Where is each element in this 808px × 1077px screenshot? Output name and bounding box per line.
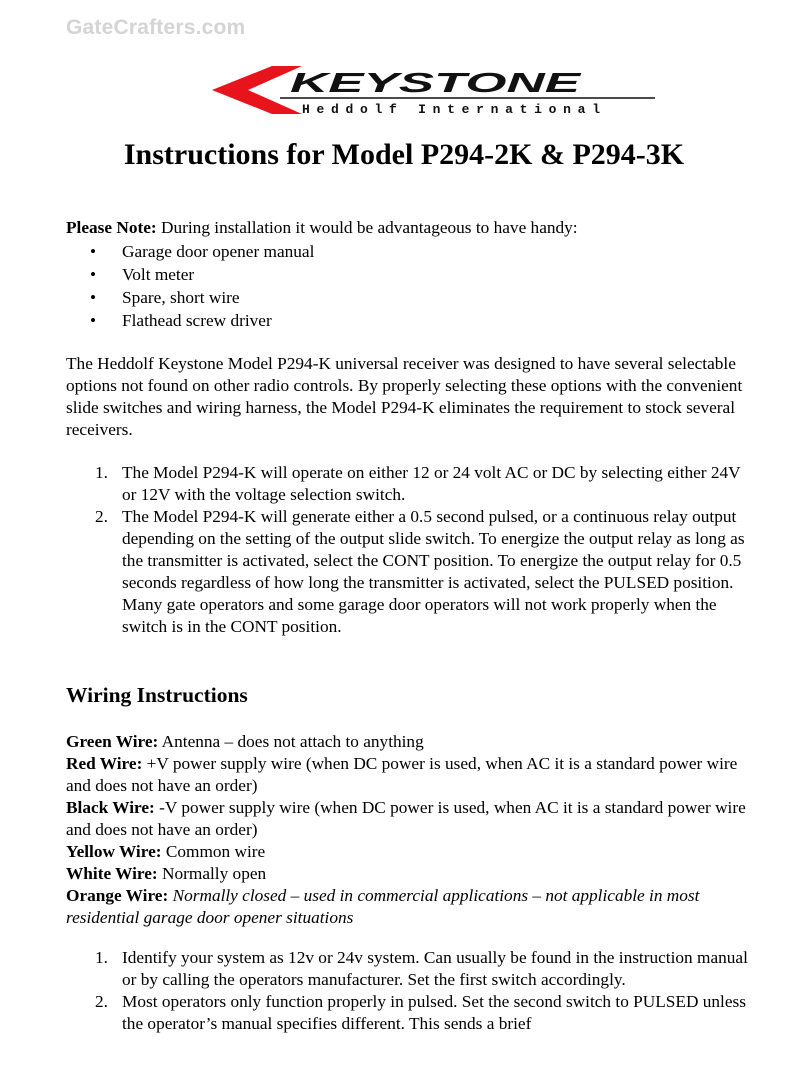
steps-list [66, 947, 756, 1035]
wire-label: Black Wire: [66, 798, 155, 817]
wire-item [66, 841, 756, 863]
options-section [66, 462, 756, 638]
list-text: Most operators only function properly in pulsed. Set the second switch to PULSED unless the operator’s manual specifies different. This sends a brief [122, 992, 746, 1033]
wire-label: Orange Wire: [66, 886, 169, 905]
wire-item [66, 885, 756, 929]
wire-text: Common wire [161, 842, 266, 861]
intro-text: The Heddolf Keystone Model P294-K universal receiver was designed to have several selectable options not found on other radio controls. By properly selecting these options with the convenient slide switches and wiring harness, the Model P294-K eliminates the requirement to stock several receivers. [66, 354, 743, 439]
note-text: During installation it would be advantageous to have handy: [156, 218, 578, 237]
wire-list [66, 731, 756, 929]
list-item [66, 991, 756, 1035]
logo-brand-text: KEYSTONE [290, 67, 583, 98]
wire-text: +V power supply wire (when DC power is used, when AC it is a standard power wire and does not have an order) [66, 754, 738, 795]
keystone-logo [210, 62, 660, 118]
wire-label: Red Wire: [66, 754, 143, 773]
list-text: Identify your system as 12v or 24v system. Can usually be found in the instruction manual or by calling the operators manufacturer. Set the first switch accordingly. [122, 948, 748, 989]
note-line [66, 217, 756, 239]
options-list [66, 462, 756, 638]
wire-label: Yellow Wire: [66, 842, 162, 861]
note-bullet-list [90, 240, 314, 332]
wire-item [66, 797, 756, 841]
list-number: 2. [95, 992, 108, 1011]
watermark-text: GateCrafters.com [66, 16, 246, 39]
list-number: 2. [95, 507, 108, 526]
note-label: Please Note: [66, 218, 157, 237]
list-item [66, 462, 756, 506]
page-title: Instructions for Model P294-2K & P294-3K [123, 138, 685, 171]
wire-text: -V power supply wire (when DC power is used, when AC it is a standard power wire and does not have an order) [66, 798, 746, 839]
steps-section [66, 947, 756, 1035]
list-item: • Garage door opener manual [90, 240, 314, 263]
list-text: The Model P294-K will generate either a 0.5 second pulsed, or a continuous relay output depending on the setting of the output slide switch. To energize the output relay as long as the transmitter is activated, select the CONT position. To energize the output relay for 0.5 seconds regardless of how long the transmitter is activated, select the PULSED position. Many gate operators and some garage door operators will not work properly when the switch is in the CONT position. [122, 507, 745, 636]
list-text: The Model P294-K will operate on either 12 or 24 volt AC or DC by selecting either 24V or 12V with the voltage selection switch. [122, 463, 741, 504]
wire-text: Normally open [157, 864, 267, 883]
wire-label: White Wire: [66, 864, 158, 883]
list-item: • Volt meter [90, 263, 314, 286]
list-number: 1. [95, 463, 108, 482]
wire-item [66, 863, 756, 885]
list-item [66, 947, 756, 991]
wire-item [66, 753, 756, 797]
list-item [66, 506, 756, 638]
intro-paragraph [66, 353, 756, 441]
list-number: 1. [95, 948, 108, 967]
logo-red-chevron [212, 66, 302, 114]
wire-item [66, 731, 756, 753]
logo-subtitle-text: Heddolf International [302, 102, 600, 117]
wiring-heading-block [66, 684, 756, 706]
list-item: • Flathead screw driver [90, 309, 314, 332]
wire-label: Green Wire: [66, 732, 159, 751]
wire-text: Antenna – does not attach to anything [158, 732, 424, 751]
wiring-heading: Wiring Instructions [66, 683, 248, 707]
wire-text: Normally closed – used in commercial applications – not applicable in most residential garage door opener situations [66, 886, 700, 927]
list-item: • Spare, short wire [90, 286, 314, 309]
